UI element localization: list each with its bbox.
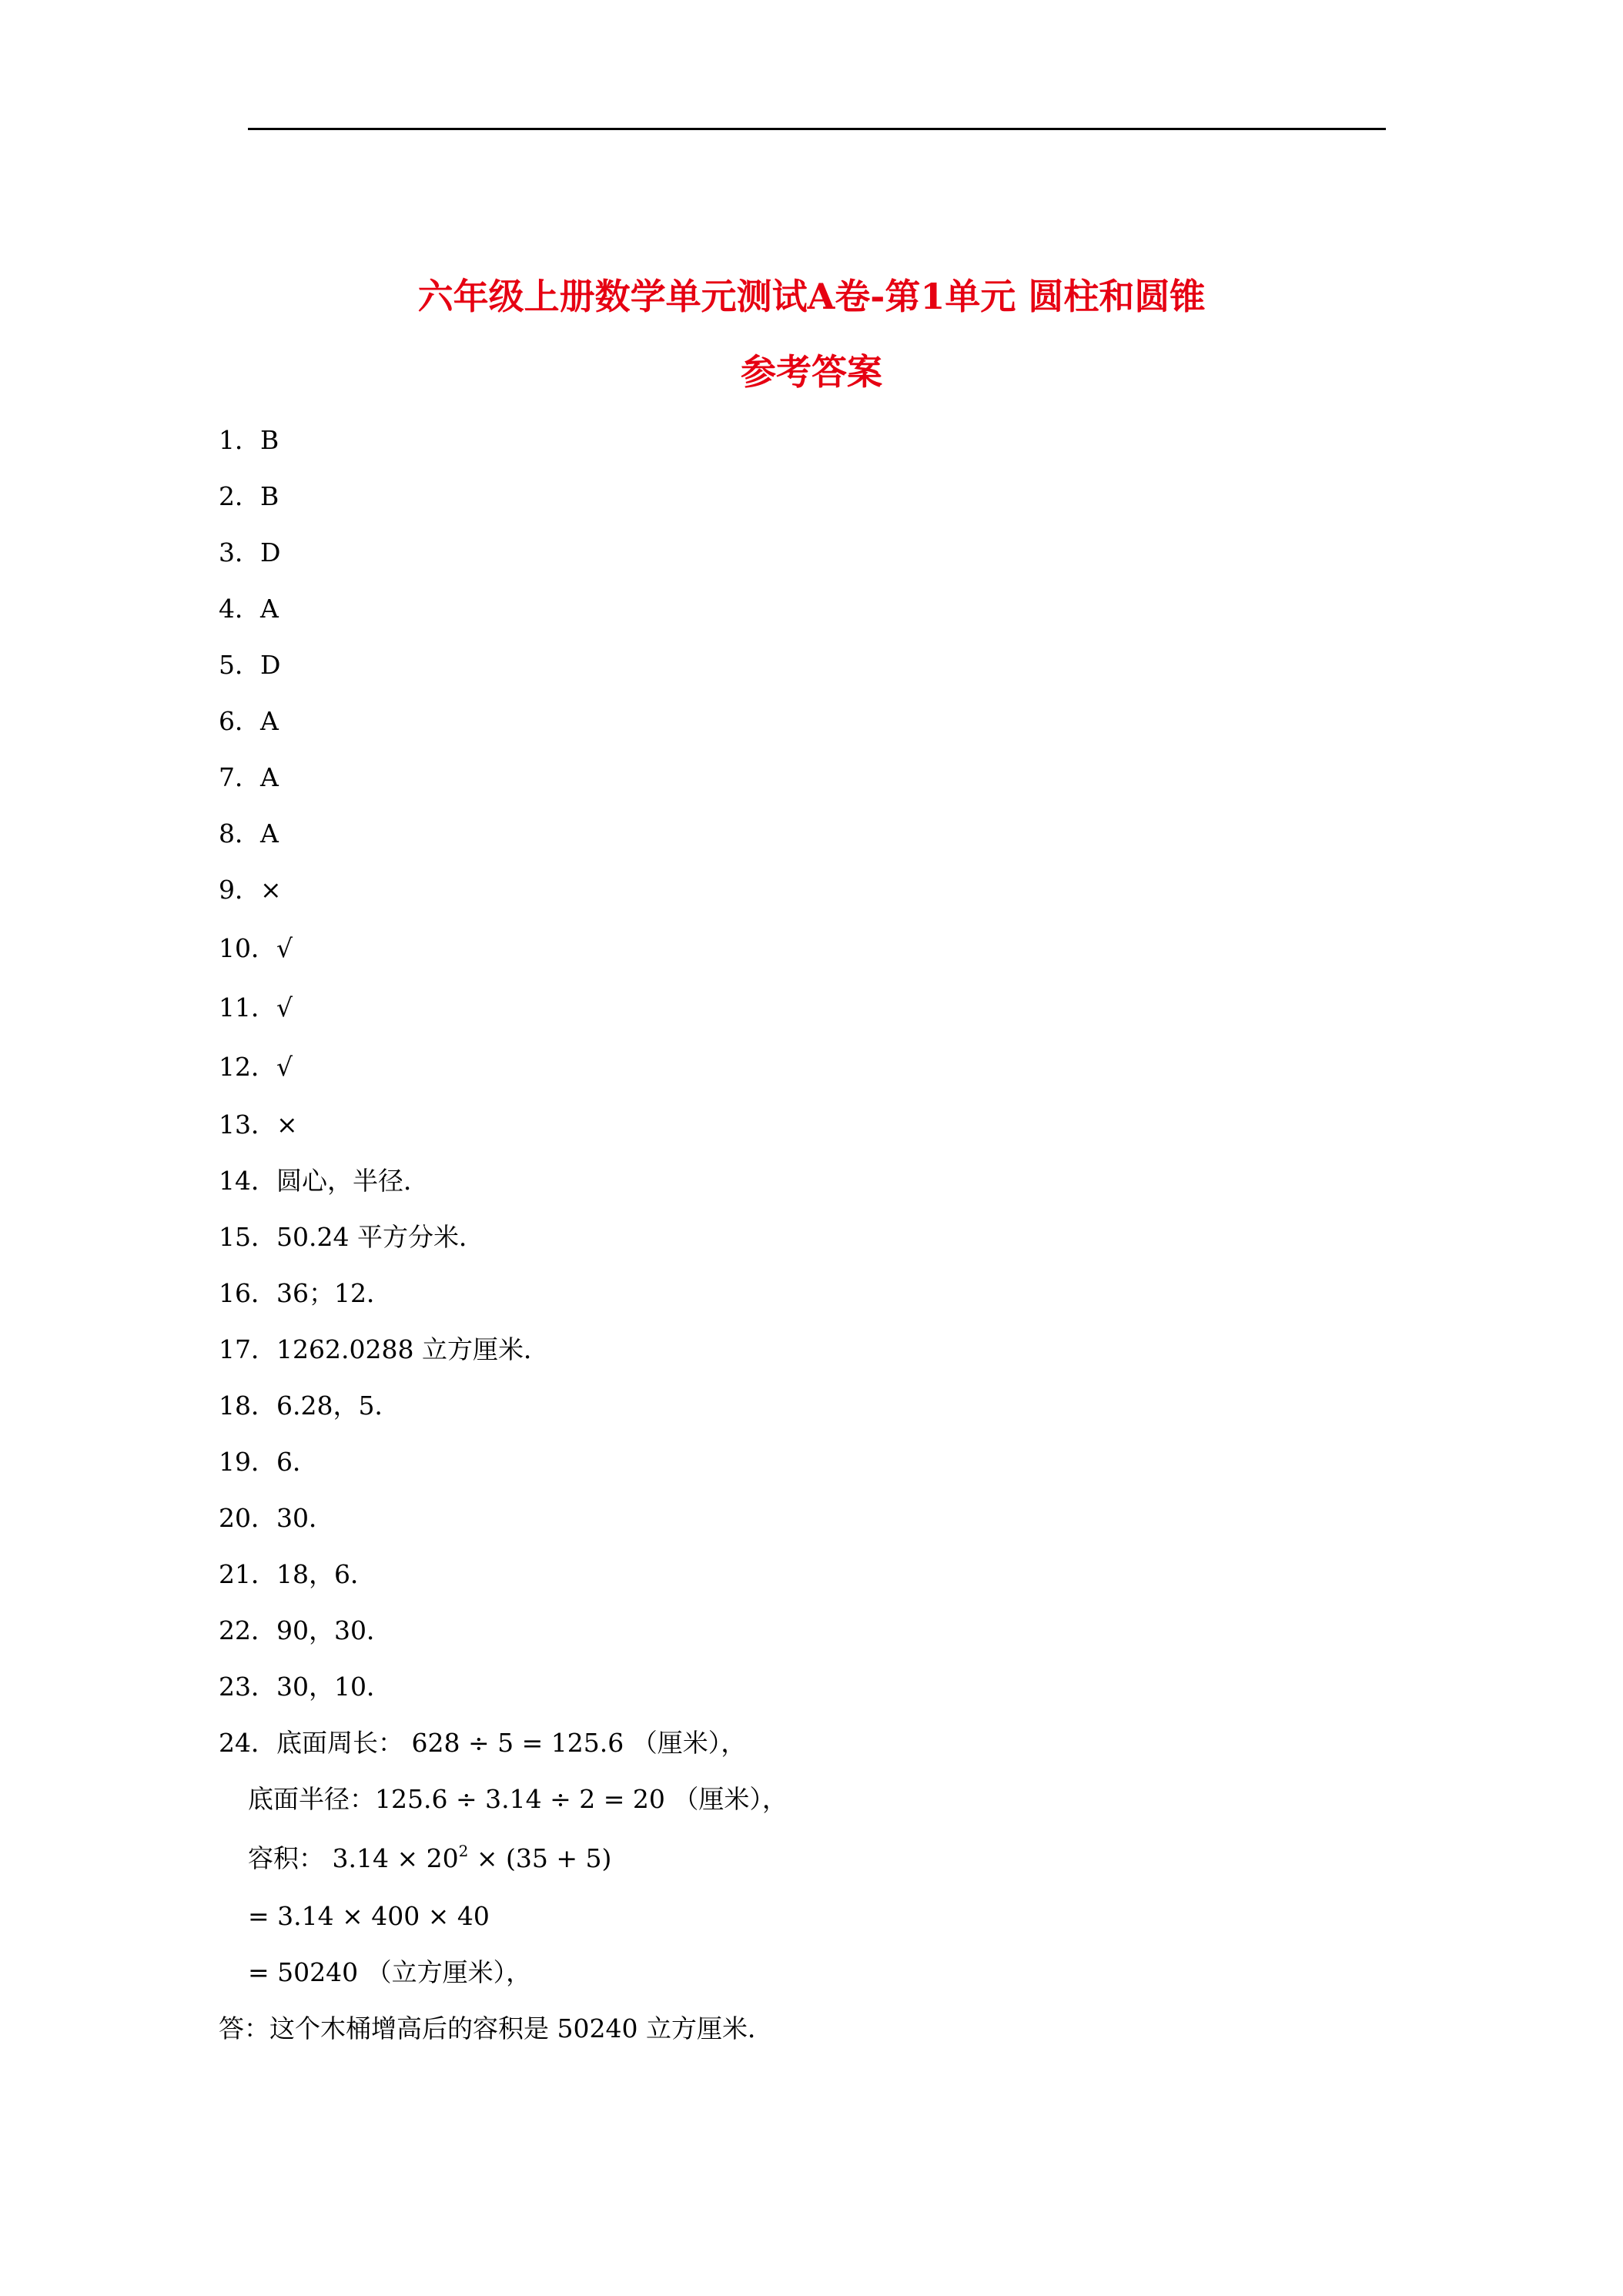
solution-line-perimeter: 底面周长： 628 ÷ 5 = 125.6 （厘米），: [276, 1728, 747, 1758]
answer-text: A: [260, 706, 279, 736]
answer-text: A: [260, 594, 279, 624]
answer-text: 圆心，半径．: [276, 1166, 429, 1196]
answer-number: 18．: [219, 1391, 276, 1421]
answer-number: 7．: [219, 762, 260, 792]
answer-number: 11．: [219, 992, 276, 1022]
answer-text: √: [276, 1052, 293, 1082]
answer-item-15: [219, 1220, 484, 1254]
answer-number: 8．: [219, 818, 260, 848]
answer-number: 2．: [219, 481, 260, 511]
answer-item-20: [219, 1501, 334, 1535]
answer-item-10: [219, 932, 293, 966]
answer-text: 90，30．: [276, 1615, 392, 1645]
solution-line-volume: [248, 1842, 611, 1876]
answer-text: 18，6．: [276, 1559, 376, 1589]
answer-text: D: [260, 650, 281, 680]
answer-item-17: [219, 1333, 549, 1367]
answer-number: 20．: [219, 1503, 276, 1533]
answer-text: 6.28，5．: [276, 1391, 400, 1421]
answer-text: ×: [260, 875, 282, 905]
answer-number: 13．: [219, 1110, 276, 1140]
answer-number: 3．: [219, 537, 260, 567]
answer-text: B: [260, 425, 279, 455]
answer-number: 24．: [219, 1728, 276, 1758]
answer-text: 6．: [276, 1447, 318, 1477]
answer-item-7: [219, 761, 279, 795]
answer-text: ×: [276, 1110, 298, 1140]
answer-item-21: [219, 1558, 376, 1591]
answer-text: D: [260, 537, 281, 567]
solution-exponent: 2: [458, 1842, 469, 1860]
answer-item-2: [219, 480, 279, 514]
solution-line-result: = 50240 （立方厘米），: [248, 1957, 532, 1987]
answer-number: 23．: [219, 1672, 276, 1702]
solution-volume-expr-tail: × (35 + 5): [468, 1843, 612, 1873]
solution-line-radius: 底面半径：125.6 ÷ 3.14 ÷ 2 = 20 （厘米），: [248, 1784, 788, 1814]
answer-number: 1．: [219, 425, 260, 455]
document-title: 六年级上册数学单元测试A卷-第1单元 圆柱和圆锥: [417, 276, 1206, 317]
answer-item-8: [219, 817, 279, 851]
answer-item-18: [219, 1389, 400, 1423]
answer-item-16: [219, 1277, 392, 1310]
answer-item-22: [219, 1614, 392, 1648]
answer-number: 9．: [219, 875, 260, 905]
answer-text: B: [260, 481, 279, 511]
answer-item-6: [219, 705, 279, 738]
final-answer: 答：这个木桶增高后的容积是 50240 立方厘米．: [219, 2013, 773, 2043]
answer-item-12: [219, 1050, 293, 1084]
answer-number: 22．: [219, 1615, 276, 1645]
answer-text: √: [276, 933, 293, 963]
solution-line-step: = 3.14 × 400 × 40: [248, 1901, 490, 1931]
answer-number: 14．: [219, 1166, 276, 1196]
answer-number: 10．: [219, 933, 276, 963]
answer-number: 17．: [219, 1334, 276, 1364]
answer-text: √: [276, 992, 293, 1022]
answer-number: 15．: [219, 1222, 276, 1252]
answer-text: 30．: [276, 1503, 334, 1533]
answer-number: 6．: [219, 706, 260, 736]
answer-item-14: [219, 1164, 429, 1198]
answer-number: 4．: [219, 594, 260, 624]
answer-number: 21．: [219, 1559, 276, 1589]
answer-number: 12．: [219, 1052, 276, 1082]
answer-item-23: [219, 1670, 392, 1704]
answer-text: A: [260, 762, 279, 792]
answer-number: 19．: [219, 1447, 276, 1477]
answer-text: 50.24 平方分米．: [276, 1222, 484, 1252]
answer-item-24: [219, 1726, 746, 1760]
answer-text: 1262.0288 立方厘米．: [276, 1334, 549, 1364]
answer-number: 5．: [219, 650, 260, 680]
solution-volume-expr: 容积： 3.14 × 20: [248, 1843, 459, 1873]
answer-text: A: [260, 818, 279, 848]
answer-item-9: [219, 873, 282, 907]
answer-item-4: [219, 592, 279, 626]
answer-item-19: [219, 1445, 318, 1479]
answer-text: 36；12．: [276, 1278, 392, 1308]
answer-item-11: [219, 991, 293, 1025]
header-rule: [248, 128, 1386, 130]
answer-item-5: [219, 648, 280, 682]
document-subtitle: 参考答案: [741, 351, 882, 393]
answer-text: 30，10．: [276, 1672, 392, 1702]
answer-item-3: [219, 536, 280, 570]
answer-number: 16．: [219, 1278, 276, 1308]
answer-item-1: [219, 423, 279, 457]
answer-item-13: [219, 1108, 298, 1142]
